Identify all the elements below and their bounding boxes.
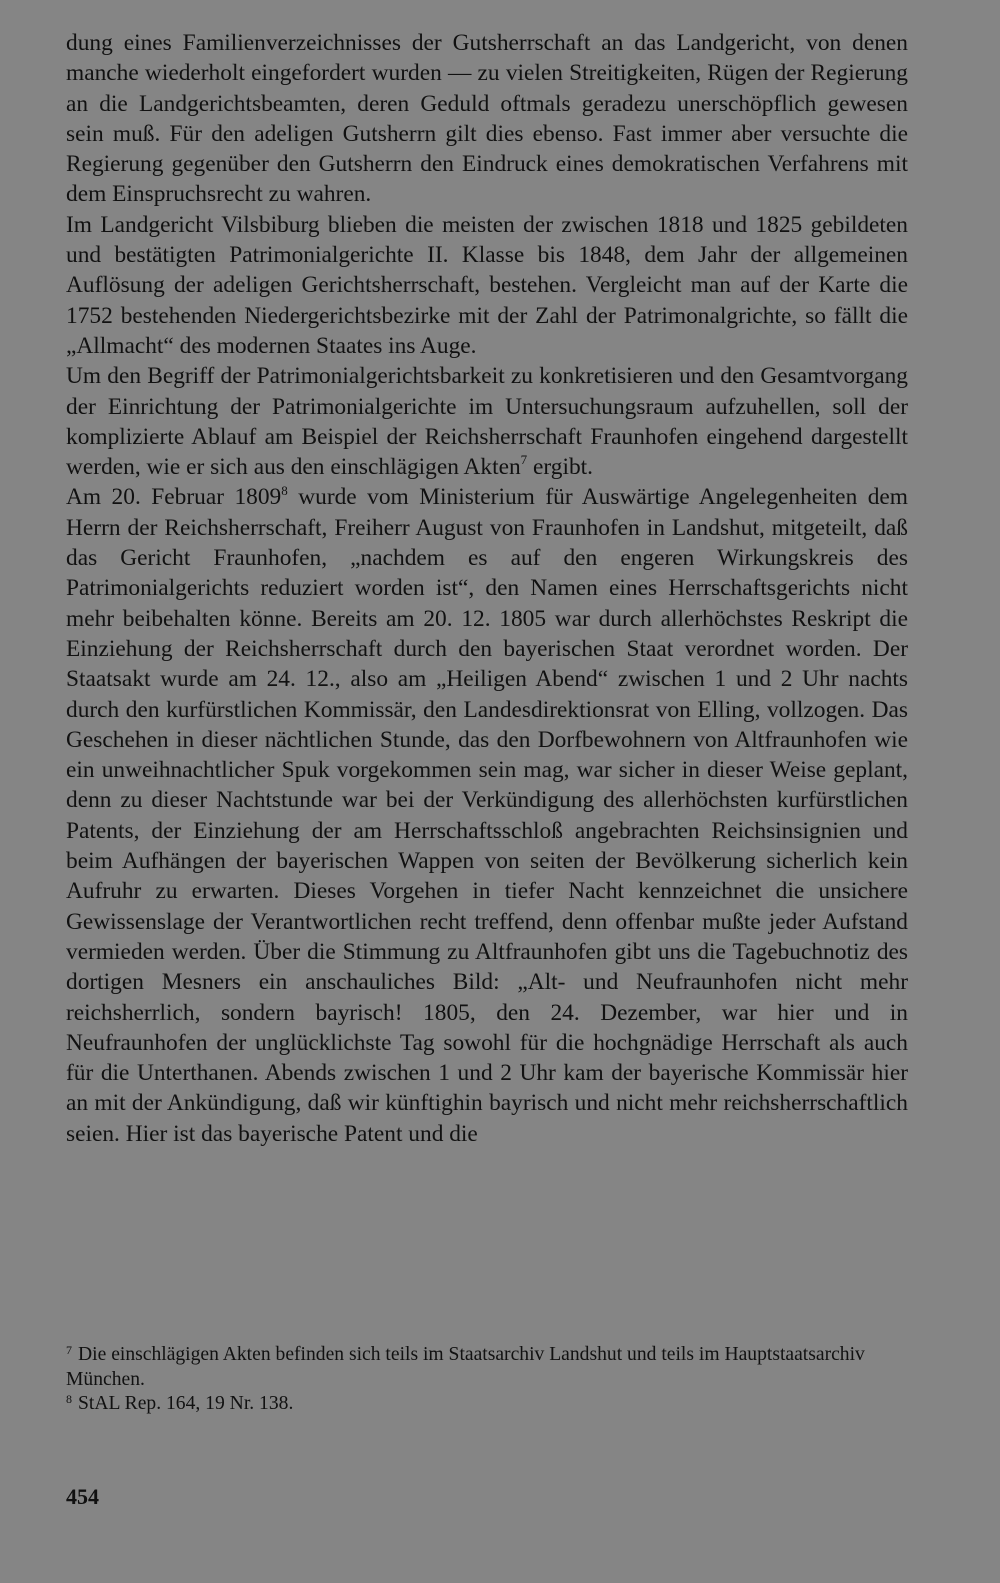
footnotes <box>66 1343 908 1417</box>
paragraph-2: Im Landgericht Vilsbiburg blieben die meisten der zwischen 1818 und 1825 gebildeten und bestätigten Patrimonialgerichte II. Klasse bis 1848, dem Jahr der allgemeinen Auflösung der adeligen Gerichtsherrschaft, bestehen. Vergleicht man auf der Karte die 1752 bestehenden Niedergerichtsbezirke mit der Zahl der Patrimonalgrichte, so fällt die „Allmacht“ des modernen Staates ins Auge. <box>66 211 908 359</box>
paragraph-4-text-end: wurde vom Ministerium für Auswärtige Angelegenheiten dem Herrn der Reichsherrschaft, Freiherr August von Fraunhofen in Landshut, mitgeteilt, daß das Gericht Fraunhofen, „nachdem es auf den engeren Wirkungskreis des Patrimonialgerichts reduziert worden ist“, den Namen eines Herrschaftsgerichts nicht mehr beibehalten könne. Bereits am 20. 12. 1805 war durch allerhöchstes Reskript die Einziehung der Reichsherrschaft durch den bayerischen Staat verordnet worden. Der Staatsakt wurde am 24. 12., also am „Heiligen Abend“ zwischen 1 und 2 Uhr nachts durch den kurfürstlichen Kommissär, den Landesdirektionsrat von Elling, vollzogen. Das Geschehen in dieser nächtlichen Stunde, das den Dorfbewohnern von Altfraunhofen wie ein unweihnachtlicher Spuk vorgekommen sein mag, war sicher in dieser Weise geplant, denn zu dieser Nachtstunde war bei der Verkündigung des allerhöchsten kurfürstlichen Patents, der Einziehung der am Herrschaftsschloß angebrachten Reichsinsignien und beim Aufhängen der bayerischen Wappen von seiten der Bevölkerung sicherlich kein Aufruhr zu erwarten. Dieses Vorgehen in tiefer Nacht kennzeichnet die unsichere Gewissenslage der Verantwortlichen recht treffend, denn offenbar mußte jeder Aufstand vermieden werden. Über die Stimmung zu Altfraunhofen gibt uns die Tagebuchnotiz des dortigen Mesners ein anschauliches Bild: „Alt- und Neufraunhofen nicht mehr reichsherrlich, sondern bayrisch! 1805, den 24. Dezember, war hier und in Neufraunhofen der unglücklichste Tag sowohl für die hochgnädige Herrschaft als auch für die Unterthanen. Abends zwischen 1 und 2 Uhr kam der bayerische Kommissär hier an mit der Ankündigung, daß wir künftighin bayrisch und nicht mehr reichsherrschaftlich seien. Hier ist das bayerische Patent und die <box>66 484 909 1147</box>
paragraph-3-text: Um den Begriff der Patrimonialgerichtsbarkeit zu konkretisieren und den Gesamtvorgang der Einrichtung der Patrimonialgerichte im Untersuchungsraum aufzuhellen, soll der komplizierte Ablauf am Beispiel der Reichsherrschaft Fraunhofen eingehend dargestellt werden, wie er sich aus den einschlägigen Akten <box>66 363 908 481</box>
paragraph-3-text-end: ergibt. <box>527 454 594 481</box>
footnote-mark-7: 7 <box>66 1343 72 1357</box>
footnote-8 <box>66 1392 908 1417</box>
paragraph-4 <box>66 482 908 1149</box>
footnote-7 <box>66 1343 908 1392</box>
footnote-8-text: StAL Rep. 164, 19 Nr. 138. <box>78 1393 294 1414</box>
page-number: 454 <box>66 1484 99 1509</box>
paragraph-1: dung eines Familienverzeichnisses der Gutsherrschaft an das Landgericht, von denen manche wiederholt eingefordert wurden — zu vielen Streitigkeiten, Rügen der Regierung an die Landgerichtsbeamten, deren Geduld oftmals geradezu unerschöpflich gewesen sein muß. Für den adeligen Gutsherrn gilt dies ebenso. Fast immer aber versuchte die Regierung gegenüber den Gutsherrn den Eindruck eines demokratischen Verfahrens mit dem Einspruchsrecht zu wahren. <box>66 30 908 208</box>
footnote-reference-8: 8 <box>281 482 288 498</box>
paragraph-4-text: Am 20. Februar 1809 <box>66 484 282 511</box>
footnote-reference-7: 7 <box>520 452 528 468</box>
paragraph-3 <box>66 361 908 482</box>
body-text <box>66 28 908 1149</box>
footnote-7-text: Die einschlägigen Akten befinden sich teils im Staatsarchiv Landshut und teils im Hauptstaatsarchiv München. <box>66 1344 865 1390</box>
page-content <box>66 28 908 1149</box>
footnote-mark-8: 8 <box>66 1392 72 1406</box>
